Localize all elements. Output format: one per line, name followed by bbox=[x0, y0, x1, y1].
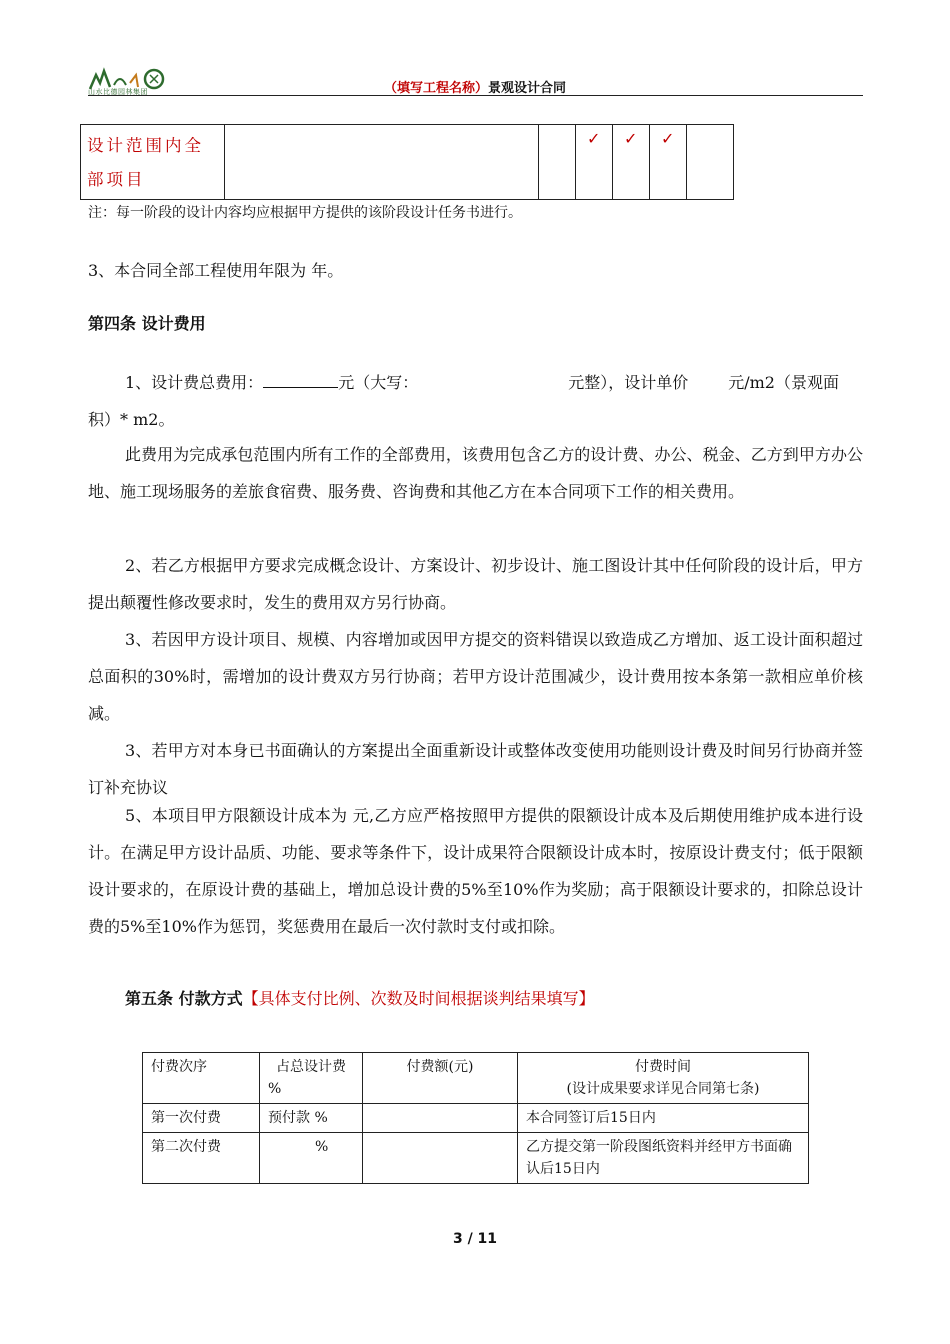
payment-time: 乙方提交第一阶段图纸资料并经甲方书面确认后15日内 bbox=[518, 1133, 809, 1184]
scope-table bbox=[80, 124, 734, 200]
page-number: 3 / 11 bbox=[452, 1231, 498, 1247]
payment-table bbox=[142, 1052, 809, 1184]
check-mark: ✓ bbox=[661, 129, 675, 148]
service-life-clause: 3、本合同全部工程使用年限为 年。 bbox=[88, 261, 344, 280]
header-divider bbox=[88, 95, 863, 96]
payment-order: 第二次付费 bbox=[143, 1133, 260, 1184]
article-5-title: 第五条 付款方式 bbox=[125, 989, 243, 1008]
header-title-text: 景观设计合同 bbox=[488, 81, 567, 96]
payment-order: 第一次付费 bbox=[143, 1104, 260, 1133]
fee-total-label: 1、设计费总费用： bbox=[125, 373, 264, 392]
fee-area-line: 积）* m2。 bbox=[88, 410, 175, 429]
fee-scope-paragraph: 此费用为完成承包范围内所有工作的全部费用，该费用包含乙方的设计费、办公、税金、乙方到甲方办公地、施工现场服务的差旅食宿费、服务费、咨询费和其他乙方在本合同项下工作的相关费用。 bbox=[88, 445, 863, 501]
article-5-note: 【具体支付比例、次数及时间根据谈判结果填写】 bbox=[242, 989, 595, 1008]
header-order: 付费次序 bbox=[143, 1053, 260, 1104]
table-cell bbox=[612, 125, 613, 199]
header-time-label: 付费时间 bbox=[635, 1059, 691, 1075]
payment-amount bbox=[363, 1133, 518, 1184]
table-cell bbox=[224, 125, 225, 199]
scope-row-label: 设计范围内全部项目 bbox=[87, 136, 204, 189]
fee-unit-label: 元/m2（景观面 bbox=[728, 373, 839, 392]
table-cell bbox=[538, 125, 539, 199]
header-percent-unit: % bbox=[268, 1081, 282, 1097]
header-percent-label: 占总设计费 bbox=[276, 1059, 346, 1075]
payment-percent: 预付款 % bbox=[260, 1104, 363, 1133]
article-4-heading: 第四条 设计费用 bbox=[88, 314, 206, 333]
fee-capital-label: 元（大写： bbox=[338, 373, 419, 392]
fee-blank bbox=[263, 373, 338, 388]
table-header-row bbox=[143, 1053, 809, 1104]
fee-line bbox=[125, 370, 839, 393]
check-mark: ✓ bbox=[624, 129, 638, 148]
payment-percent: % bbox=[260, 1133, 363, 1184]
table-cell bbox=[686, 125, 687, 199]
header-time-note: (设计成果要求详见合同第七条) bbox=[566, 1081, 760, 1097]
table-cell bbox=[649, 125, 650, 199]
payment-time: 本合同签订后15日内 bbox=[518, 1104, 809, 1133]
clause-3-paragraph: 3、若因甲方设计项目、规模、内容增加或因甲方提交的资料错误以致造成乙方增加、返工设计面积超过总面积的30%时，需增加的设计费双方另行协商；若甲方设计范围减少，设计费用按本条第一款相应单价核减。 bbox=[88, 630, 863, 723]
article-5-heading bbox=[125, 986, 595, 1009]
check-mark: ✓ bbox=[587, 129, 601, 148]
header-time bbox=[518, 1053, 809, 1104]
header-amount: 付费额(元) bbox=[363, 1053, 518, 1104]
table-row bbox=[143, 1133, 809, 1184]
fee-unit-price-label: 元整），设计单价 bbox=[568, 373, 689, 392]
table-row bbox=[143, 1104, 809, 1133]
header-title-placeholder: （填写工程名称） bbox=[383, 81, 488, 96]
clause-5-paragraph: 5、本项目甲方限额设计成本为 元,乙方应严格按照甲方提供的限额设计成本及后期使用维护成本进行设计。在满足甲方设计品质、功能、要求等条件下，设计成果符合限额设计成本时，按原设计费支付；低于限额设计要求的，在原设计费的基础上，增加总设计费的5%至10%作为奖励；高于限额设计要求的，扣除总设计费的5%至10%作为惩罚，奖惩费用在最后一次付款时支付或扣除。 bbox=[88, 806, 863, 936]
table-cell bbox=[575, 125, 576, 199]
clause-3b-paragraph: 3、若甲方对本身已书面确认的方案提出全面重新设计或整体改变使用功能则设计费及时间另行协商并签订补充协议 bbox=[88, 741, 863, 797]
clause-2-paragraph: 2、若乙方根据甲方要求完成概念设计、方案设计、初步设计、施工图设计其中任何阶段的设计后，甲方提出颠覆性修改要求时，发生的费用双方另行协商。 bbox=[88, 556, 863, 612]
payment-amount bbox=[363, 1104, 518, 1133]
header-percent bbox=[260, 1053, 363, 1104]
logo-subtext: 山水比德园林集团 bbox=[88, 88, 148, 96]
stage-note: 注：每一阶段的设计内容均应根据甲方提供的该阶段设计任务书进行。 bbox=[88, 205, 522, 221]
document-header-title bbox=[0, 77, 950, 96]
